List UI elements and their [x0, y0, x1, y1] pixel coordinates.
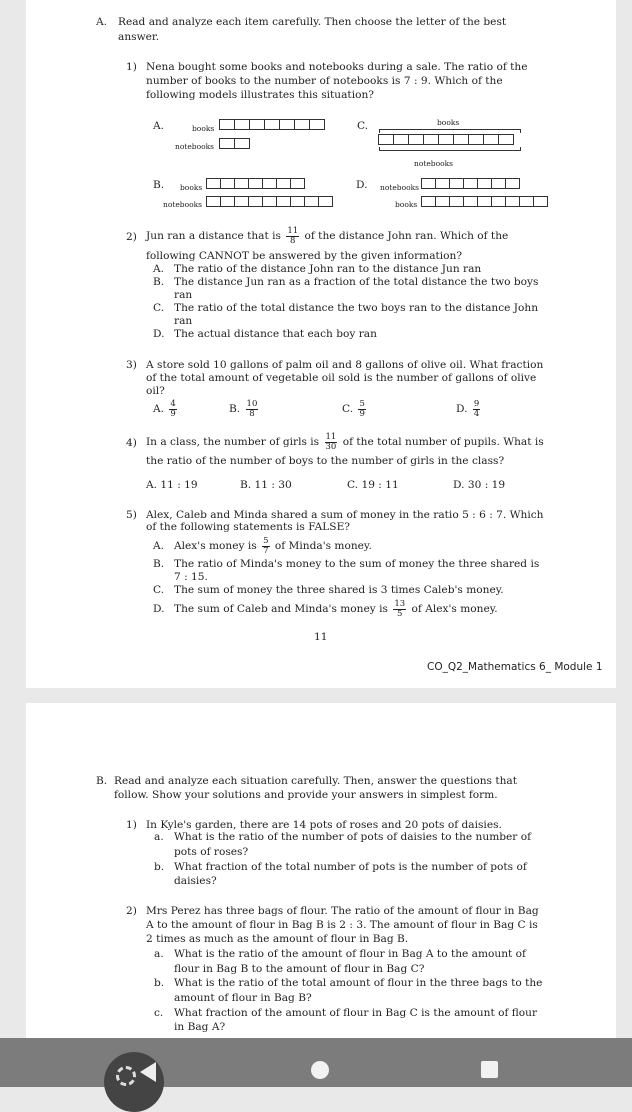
model-b-notebooks-bar: [207, 196, 333, 207]
b-q1-b-label: b.: [154, 861, 165, 873]
q3-option-b-numerator: 10: [246, 398, 258, 409]
q2-option-c-line1: The ratio of the total distance the two boys ran to the distance John: [174, 302, 539, 314]
q4-option-c: C. 19 : 11: [347, 479, 399, 491]
b-q2-c-label: c.: [154, 1007, 164, 1019]
q3-line3: oil?: [146, 385, 165, 397]
q3-option-a-denominator: 9: [170, 408, 176, 419]
b-q2-line2: A to the amount of flour in Bag B is 2 : 3. The amount of flour in Bag C is: [146, 919, 538, 931]
q4-option-a: A. 11 : 19: [146, 479, 198, 491]
q2-option-a: The ratio of the distance John ran to the distance Jun ran: [174, 263, 482, 275]
recent-apps-square-icon[interactable]: [481, 1061, 498, 1078]
b-q2-c-line1: What fraction of the amount of flour in Bag C is the amount of flour: [174, 1007, 538, 1019]
b-q2-a-line1: What is the ratio of the amount of flour in Bag A to the amount of: [174, 948, 526, 960]
q3-option-c-label: C.: [342, 403, 354, 415]
q2-option-b-label: B.: [153, 276, 165, 288]
q2-option-c-line2: ran: [174, 315, 193, 327]
q2-option-d: The actual distance that each boy ran: [174, 328, 377, 340]
model-a-notebooks-bar: [220, 138, 250, 149]
q3-option-c-numerator: 5: [359, 398, 365, 409]
q5-option-a-pre: Alex's money is: [174, 540, 257, 552]
b-q1-b-line1: What fraction of the total number of pots is the number of pots of: [174, 861, 527, 873]
q2-fraction-numerator: 11: [287, 225, 299, 236]
q3-option-b-label: B.: [229, 403, 241, 415]
q4-number: 4): [126, 437, 137, 449]
q4-fraction: [325, 433, 338, 452]
model-d-books-label: books: [395, 200, 418, 209]
q5-option-a-denominator: 7: [263, 545, 269, 556]
model-c-books-label: books: [437, 118, 460, 127]
q2-number: 2): [126, 231, 137, 243]
q3-option-a-fraction: [169, 400, 176, 419]
q1-line2: number of books to the number of notebooks is 7 : 9. Which of the: [146, 75, 503, 87]
q1-option-a-label: A.: [153, 120, 165, 132]
q3-option-a: [153, 397, 179, 421]
gear-icon: [116, 1066, 136, 1086]
q5-option-c: The sum of money the three shared is 3 times Caleb's money.: [174, 584, 504, 596]
q3-option-b: [229, 397, 260, 421]
b-q2-c-line2: in Bag A?: [174, 1021, 226, 1033]
q4-line2: the ratio of the number of boys to the number of girls in the class?: [146, 455, 505, 467]
q5-option-d-fraction: [393, 600, 406, 619]
section-a-instruction-line2: answer.: [118, 31, 160, 43]
q5-option-d-label: D.: [153, 603, 165, 615]
q3-line1: A store sold 10 gallons of palm oil and 8 gallons of olive oil. What fraction: [146, 359, 544, 371]
q3-option-d-fraction: [473, 400, 480, 419]
b-q1-number: 1): [126, 819, 137, 831]
q4-option-b: B. 11 : 30: [240, 479, 292, 491]
q1-option-b-label: B.: [153, 179, 165, 191]
q1-option-c-label: C.: [357, 120, 369, 132]
home-circle-icon[interactable]: [311, 1061, 329, 1079]
q2-option-d-label: D.: [153, 328, 165, 340]
q2-option-b-line2: ran: [174, 289, 193, 301]
q2-line1: [146, 224, 508, 248]
model-c-books-bracket: [379, 129, 521, 133]
b-q2-b-line1: What is the ratio of the total amount of flour in the three bags to the: [174, 977, 543, 989]
q5-option-b-line1: The ratio of Minda's money to the sum of money the three shared is: [174, 558, 540, 570]
q5-option-a-numerator: 5: [263, 535, 269, 546]
q1-number: 1): [126, 61, 137, 73]
worksheet-page-11: [26, 0, 616, 688]
section-a-letter: A.: [96, 16, 108, 28]
q5-option-c-label: C.: [153, 584, 165, 596]
q4-line1: [146, 430, 544, 454]
q2-option-c-label: C.: [153, 302, 165, 314]
q5-option-b-line2: 7 : 15.: [174, 571, 208, 583]
q2-fraction: [286, 227, 299, 246]
q2-line1-post: of the distance John ran. Which of the: [304, 230, 509, 242]
q3-option-d-label: D.: [456, 403, 468, 415]
model-a-books-label: books: [192, 124, 215, 133]
q3-option-a-numerator: 4: [170, 398, 176, 409]
model-b-books-bar: [207, 178, 305, 189]
q3-option-d-denominator: 4: [473, 408, 480, 419]
q5-option-a-label: A.: [153, 540, 165, 552]
b-q2-line1: Mrs Perez has three bags of flour. The ratio of the amount of flour in Bag: [146, 905, 539, 917]
q3-option-a-label: A.: [153, 403, 165, 415]
section-b-letter: B.: [96, 775, 108, 787]
q3-option-d-numerator: 9: [473, 398, 480, 409]
back-triangle-icon[interactable]: [140, 1062, 156, 1082]
model-c-notebooks-label: notebooks: [414, 159, 454, 168]
model-d-notebooks-label: notebooks: [380, 183, 420, 192]
q5-option-d: [174, 597, 498, 621]
worksheet-page-12: [26, 703, 616, 1087]
model-d-books-bar: [422, 196, 548, 207]
b-q1-a-line2: pots of roses?: [174, 846, 249, 858]
b-q1-stem: In Kyle's garden, there are 14 pots of roses and 20 pots of daisies.: [146, 819, 502, 831]
section-b-instruction-line2: follow. Show your solutions and provide your answers in simplest form.: [114, 789, 498, 801]
q1-line3: following models illustrates this situation?: [146, 89, 374, 101]
model-c-notebooks-bracket: [379, 147, 521, 151]
q4-option-d: D. 30 : 19: [453, 479, 506, 491]
b-q2-b-line2: amount of flour in Bag B?: [174, 992, 312, 1004]
q1-line1: Nena bought some books and notebooks during a sale. The ratio of the: [146, 61, 528, 73]
model-c-boxes-bar: [379, 134, 514, 145]
model-a-books-bar: [220, 119, 325, 130]
b-q2-b-label: b.: [154, 977, 165, 989]
b-q2-a-label: a.: [154, 948, 164, 960]
b-q1-b-line2: daisies?: [174, 875, 217, 887]
q3-option-c-denominator: 9: [359, 408, 365, 419]
model-b-notebooks-label: notebooks: [163, 200, 203, 209]
model-d-notebooks-bar: [422, 178, 520, 189]
q5-option-d-pre: The sum of Caleb and Minda's money is: [174, 603, 388, 615]
q5-option-d-numerator: 13: [394, 598, 406, 609]
q2-option-a-label: A.: [153, 263, 165, 275]
q3-option-b-denominator: 8: [249, 408, 255, 419]
q5-option-a: [174, 534, 372, 558]
q5-option-a-post: of Minda's money.: [274, 540, 372, 552]
q2-line1-pre: Jun ran a distance that is: [146, 230, 281, 242]
module-footer: CO_Q2_Mathematics 6_ Module 1: [427, 661, 603, 673]
q2-option-b-line1: The distance Jun ran as a fraction of the total distance the two boys: [174, 276, 539, 288]
model-a-notebooks-label: notebooks: [175, 142, 215, 151]
section-a-instruction-line1: Read and analyze each item carefully. Then choose the letter of the best: [118, 16, 507, 28]
q2-line2: following CANNOT be answered by the given information?: [146, 250, 463, 262]
q3-option-b-fraction: [246, 400, 259, 419]
q5-line1: Alex, Caleb and Minda shared a sum of money in the ratio 5 : 6 : 7. Which: [146, 509, 544, 521]
section-b-instruction-line1: Read and analyze each situation carefully. Then, answer the questions that: [114, 775, 517, 787]
q3-number: 3): [126, 359, 137, 371]
q1-option-d-label: D.: [356, 179, 368, 191]
q2-fraction-denominator: 8: [290, 235, 296, 246]
q5-line2: of the following statements is FALSE?: [146, 521, 350, 533]
model-b-books-label: books: [180, 183, 203, 192]
page-number: 11: [314, 631, 328, 643]
q3-line2: of the total amount of vegetable oil sold is the number of gallons of olive: [146, 372, 537, 384]
q4-line1-post: of the total number of pupils. What is: [342, 436, 544, 448]
b-q2-number: 2): [126, 905, 137, 917]
q5-number: 5): [126, 509, 137, 521]
q4-fraction-denominator: 30: [325, 441, 337, 452]
q3-option-c: [342, 397, 368, 421]
q3-option-d: [456, 397, 482, 421]
q5-option-d-post: of Alex's money.: [411, 603, 498, 615]
b-q1-a-line1: What is the ratio of the number of pots of daisies to the number of: [174, 831, 532, 843]
b-q1-a-label: a.: [154, 831, 164, 843]
q5-option-b-label: B.: [153, 558, 165, 570]
b-q2-line3: 2 times as much as the amount of flour in Bag B.: [146, 933, 409, 945]
q5-option-d-denominator: 5: [397, 608, 403, 619]
b-q2-a-line2: flour in Bag B to the amount of flour in Bag C?: [174, 963, 425, 975]
q3-option-c-fraction: [358, 400, 365, 419]
q5-option-a-fraction: [262, 537, 269, 556]
q4-line1-pre: In a class, the number of girls is: [146, 436, 320, 448]
q4-fraction-numerator: 11: [325, 431, 337, 442]
